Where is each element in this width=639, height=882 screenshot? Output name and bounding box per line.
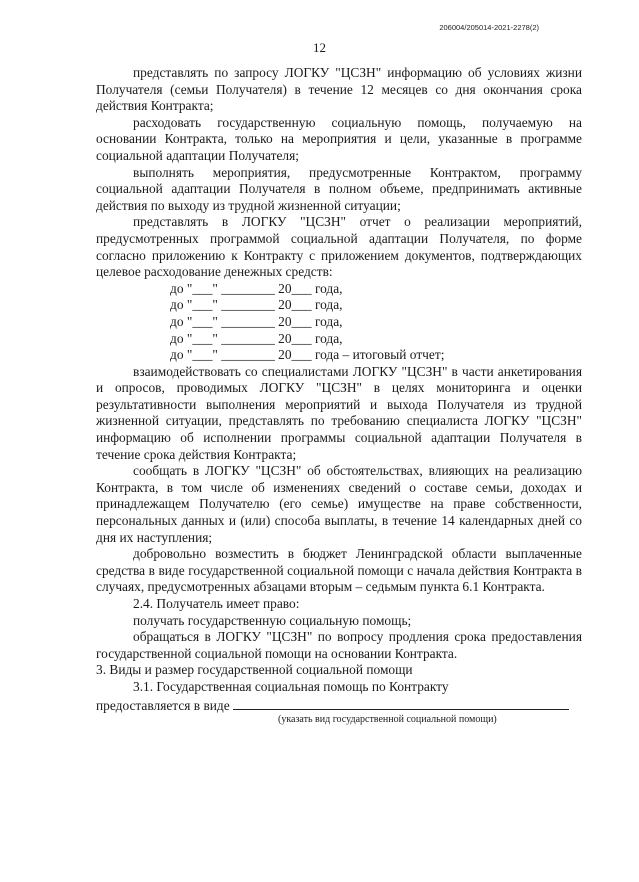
paragraph-spend-aid: расходовать государственную социальную помощь, получаемую на основании Контракта, только на мероприятия и цели, указанные в программе социальной адаптации Получателя; bbox=[96, 114, 582, 163]
aid-type-note: (указать вид государственной социальной помощи) bbox=[278, 714, 497, 726]
paragraph-notify: сообщать в ЛОГКУ "ЦСЗН" об обстоятельствах, влияющих на реализацию Контракта, в том числе об изменениях сведений о составе семьи, доходах и принадлежащем Получателю (его семье) имуществе на праве собственности, персональных данных и (или) способа выплаты, в течение 14 календарных дней со дня их наступления; bbox=[96, 463, 582, 545]
paragraph-execute-activities: выполнять мероприятия, предусмотренные Контрактом, программу социальной адаптации Получателя в полном объеме, предпринимать активные действия по выходу из трудной жизненной ситуации; bbox=[96, 164, 582, 213]
paragraph-3-1-start: 3.1. Государственная социальная помощь по Контракту bbox=[133, 678, 449, 694]
paragraph-rights-heading: 2.4. Получатель имеет право: bbox=[133, 596, 300, 611]
paragraph-refund: добровольно возместить в бюджет Ленинградской области выплаченные средства в виде государственной социальной помощи с начала действия Контракта в случаях, предусмотренных абзацами вторым – седьмым пункта 6.1 Контракта. bbox=[96, 546, 582, 595]
report-deadlines bbox=[96, 281, 582, 364]
document-body bbox=[96, 65, 582, 726]
paragraph-interact: взаимодействовать со специалистами ЛОГКУ "ЦСЗН" в части анкетирования и опросов, проводимых ЛОГКУ "ЦСЗН" в целях мониторинга и оценки результативности выполнения мероприятий и выхода Получателя из трудной жизненной ситуации, представлять по требованию специалиста ЛОГКУ "ЦСЗН" информацию об исполнении программы социальной адаптации Получателя в течение срока действия Контракта; bbox=[96, 363, 582, 462]
paragraph-report: представлять в ЛОГКУ "ЦСЗН" отчет о реализации мероприятий, предусмотренных программой социальной адаптации Получателя, по форме согласно приложению к Контракту с приложением документов, подтверждающих целевое расходование денежных средств: bbox=[96, 214, 582, 280]
paragraph-right-extend: обращаться в ЛОГКУ "ЦСЗН" по вопросу продления срока предоставления государственной социальной помощи на основании Контракта. bbox=[96, 629, 582, 661]
section-3-title: 3. Виды и размер государственной социальной помощи bbox=[96, 662, 413, 678]
deadline-line: до "___" ________ 20___ года, bbox=[170, 280, 343, 296]
document-id: 206004/205014-2021-2278(2) bbox=[439, 23, 539, 32]
aid-type-fill-line[interactable] bbox=[233, 696, 569, 710]
paragraph-right-receive: получать государственную социальную помощь; bbox=[133, 612, 412, 628]
paragraph-3-1 bbox=[96, 679, 582, 696]
paragraph-info-request: представлять по запросу ЛОГКУ "ЦСЗН" информацию об условиях жизни Получателя (семьи Получателя) в течение 12 месяцев со дня окончания срока действия Контракта; bbox=[96, 65, 582, 114]
page-number: 12 bbox=[313, 40, 326, 55]
deadline-line: до "___" ________ 20___ года, bbox=[170, 313, 343, 329]
deadline-line-final: до "___" ________ 20___ года – итоговый отчет; bbox=[170, 347, 445, 363]
paragraph-3-1-end: предоставляется в виде bbox=[96, 697, 230, 713]
deadline-line: до "___" ________ 20___ года, bbox=[170, 297, 343, 313]
paragraph-3-1-cont bbox=[96, 696, 582, 715]
deadline-line: до "___" ________ 20___ года, bbox=[170, 330, 343, 346]
